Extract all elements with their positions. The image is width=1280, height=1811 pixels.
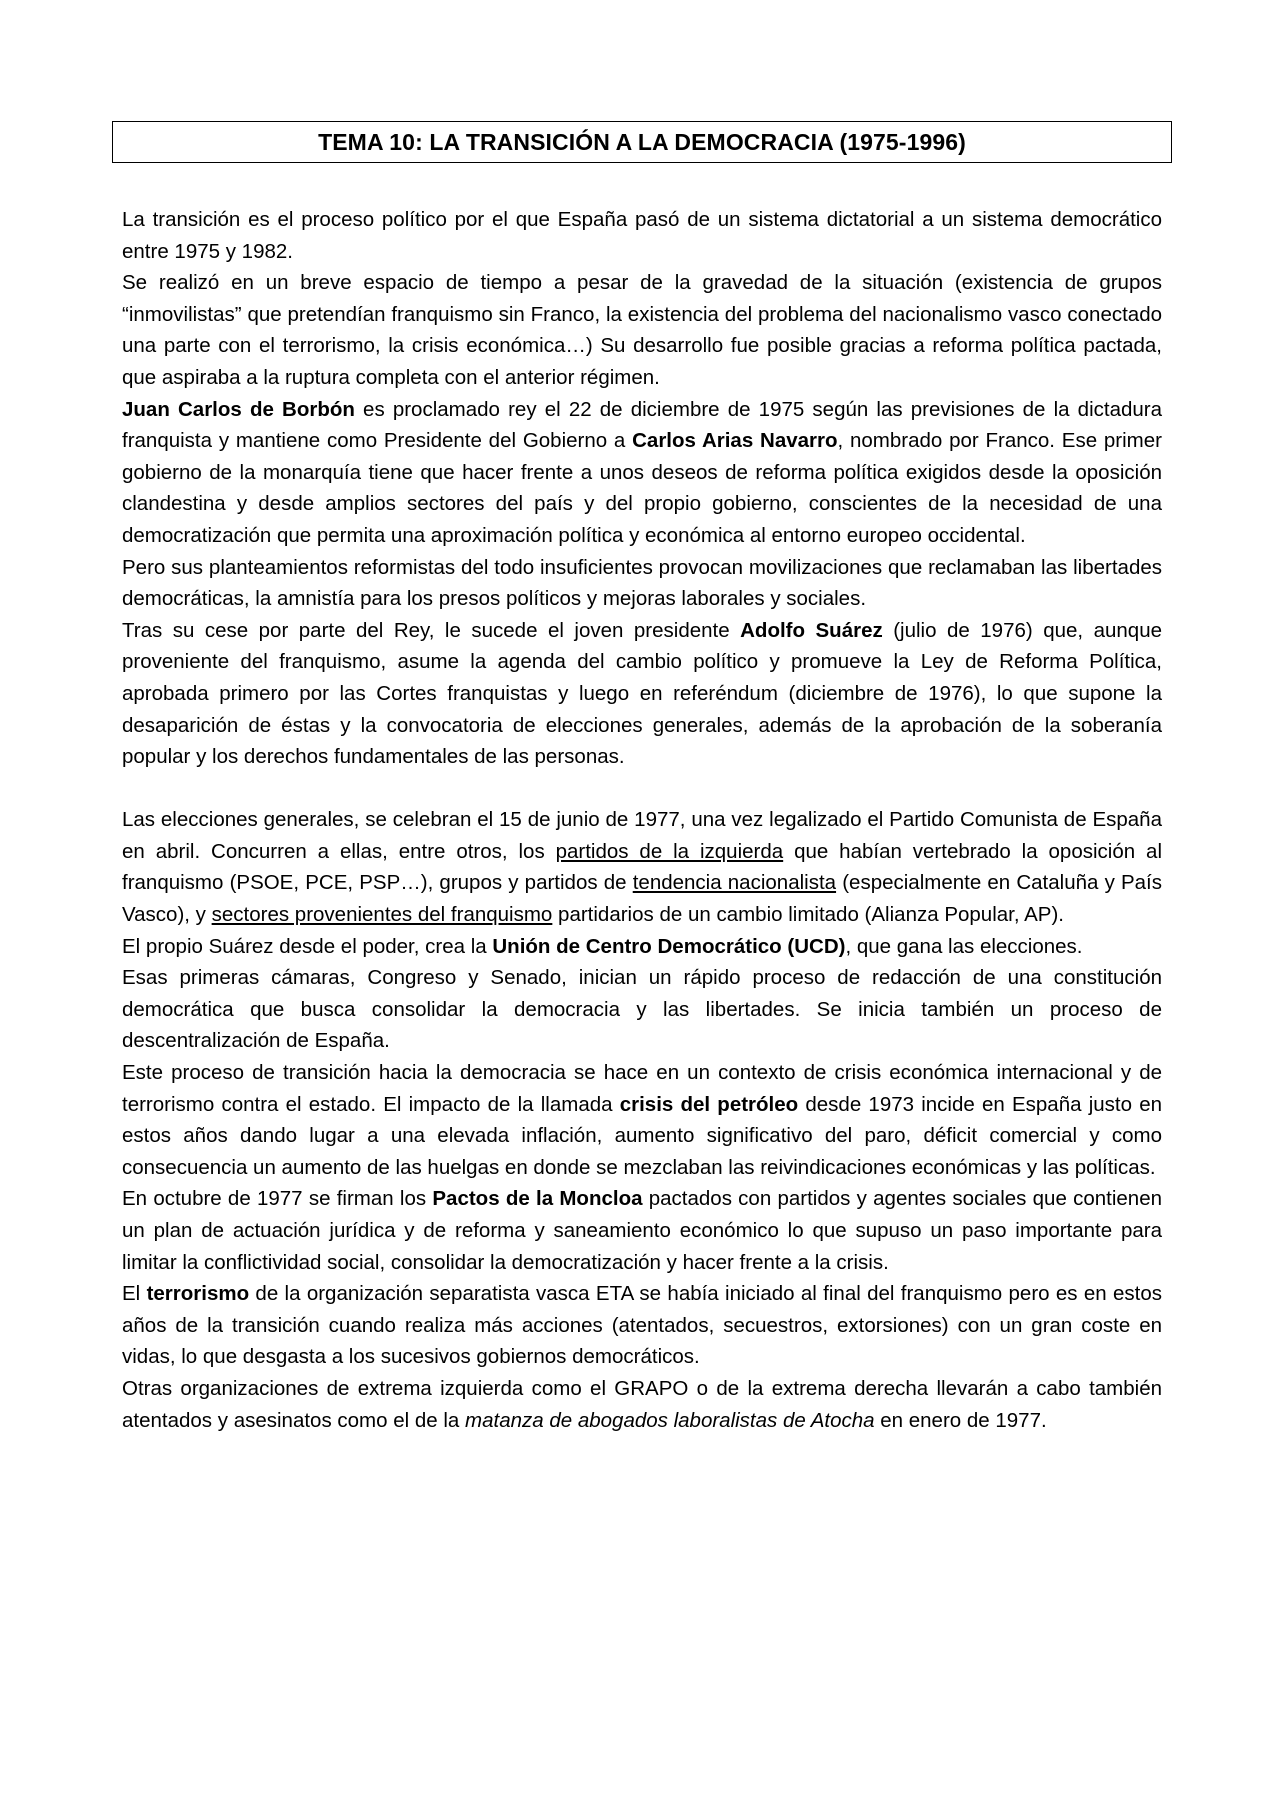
bold-arias-navarro: Carlos Arias Navarro — [632, 429, 838, 453]
bold-juan-carlos: Juan Carlos de Borbón — [122, 397, 355, 421]
italic-matanza-atocha: matanza de abogados laboralistas de Atocha — [465, 1408, 875, 1432]
paragraph-juan-carlos: Juan Carlos de Borbón es proclamado rey el 22 de diciembre de 1975 según las previsiones de la dictadura franquista y mantiene como Presidente del Gobierno a Carlos Arias Navarro, nombrado por Franco. Ese primer gobierno de la monarquía tiene que hacer frente a unos deseos de reforma política exigidos desde la oposición clandestina y desde amplios sectores del país y del propio gobierno, conscientes de la necesidad de una democratización que permita una aproximación política y económica al entorno europeo occidental. — [122, 397, 1162, 547]
page-title — [112, 121, 1172, 163]
underline-partidos-izquierda: partidos de la izquierda — [555, 839, 784, 863]
paragraph-elecciones: Las elecciones generales, se celebran el 15 de junio de 1977, una vez legalizado el Partido Comunista de España en abril. Concurren a ellas, entre otros, los partidos de la izquierda que habían vertebrado la oposición al franquismo (PSOE, PCE, PSP…), grupos y partidos de tendencia nacionalista (especialmente en Cataluña y País Vasco), y sectores provenientes del franquismo partidarios de un cambio limitado (Alianza Popular, AP). — [122, 808, 1162, 927]
bold-adolfo-suarez: Adolfo Suárez — [740, 618, 883, 642]
paragraph-suarez: Tras su cese por parte del Rey, le sucede el joven presidente Adolfo Suárez (julio de 1976) que, aunque proveniente del franquismo, asume la agenda del cambio político y promueve la Ley de Reforma Política, aprobada primero por las Cortes franquistas y luego en referéndum (diciembre de 1976), lo que supone la desaparición de éstas y la convocatoria de elecciones generales, además de la aprobación de la soberanía popular y los derechos fundamentales de las personas. — [122, 618, 1162, 769]
paragraph-ucd: El propio Suárez desde el poder, crea la Unión de Centro Democrático (UCD), que gana las elecciones. — [122, 934, 1083, 958]
bold-crisis-petroleo: crisis del petróleo — [619, 1092, 799, 1116]
paragraph-gap — [122, 773, 1162, 805]
bold-pactos-moncloa: Pactos de la Moncloa — [432, 1187, 643, 1211]
document-body — [122, 204, 1162, 1436]
bold-ucd: Unión de Centro Democrático (UCD) — [492, 934, 846, 958]
title-text: TEMA 10: LA TRANSICIÓN A LA DEMOCRACIA (1975-1996) — [318, 128, 966, 155]
paragraph-intro: La transición es el proceso político por el que España pasó de un sistema dictatorial a un sistema democrático entre 1975 y 1982. — [122, 208, 1162, 263]
paragraph-constitucion: Esas primeras cámaras, Congreso y Senado, inician un rápido proceso de redacción de una constitución democrática que busca consolidar la democracia y las libertades. Se inicia también un proceso de descentralización de España. — [122, 966, 1162, 1053]
underline-sectores-franquismo: sectores provenientes del franquismo — [211, 903, 553, 927]
underline-tendencia-nacionalista: tendencia nacionalista — [632, 871, 837, 895]
paragraph-moncloa: En octubre de 1977 se firman los Pactos de la Moncloa pactados con partidos y agentes sociales que contienen un plan de actuación jurídica y de reforma y saneamiento económico lo que supuso un paso importante para limitar la conflictividad social, consolidar la democratización y hacer frente a la crisis. — [122, 1187, 1162, 1274]
paragraph-movilizaciones: Pero sus planteamientos reformistas del todo insuficientes provocan movilizaciones que reclamaban las libertades democráticas, la amnistía para los presos políticos y mejoras laborales y sociales. — [122, 555, 1162, 611]
paragraph-terrorismo: El terrorismo de la organización separatista vasca ETA se había iniciado al final del franquismo pero es en estos años de la transición cuando realiza más acciones (atentados, secuestros, extorsiones) con un gran coste en vidas, lo que desgasta a los sucesivos gobiernos democráticos. — [122, 1282, 1162, 1369]
paragraph-crisis: Este proceso de transición hacia la democracia se hace en un contexto de crisis económica internacional y de terrorismo contra el estado. El impacto de la llamada crisis del petróleo desde 1973 incide en España justo en estos años dando lugar a una elevada inflación, aumento significativo del paro, déficit comercial y como consecuencia un aumento de las huelgas en donde se mezclaban las reivindicaciones económicas y las políticas. — [122, 1061, 1162, 1179]
paragraph-grapo: Otras organizaciones de extrema izquierda como el GRAPO o de la extrema derecha llevarán a cabo también atentados y asesinatos como el de la matanza de abogados laboralistas de Atocha en enero de 1977. — [122, 1376, 1162, 1432]
bold-terrorismo: terrorismo — [146, 1282, 250, 1306]
paragraph-context: Se realizó en un breve espacio de tiempo a pesar de la gravedad de la situación (existencia de grupos “inmovilistas” que pretendían franquismo sin Franco, la existencia del problema del nacionalismo vasco conectado una parte con el terrorismo, la crisis económica…) Su desarrollo fue posible gracias a reforma política pactada, que aspiraba a la ruptura completa con el anterior régimen. — [122, 271, 1162, 389]
